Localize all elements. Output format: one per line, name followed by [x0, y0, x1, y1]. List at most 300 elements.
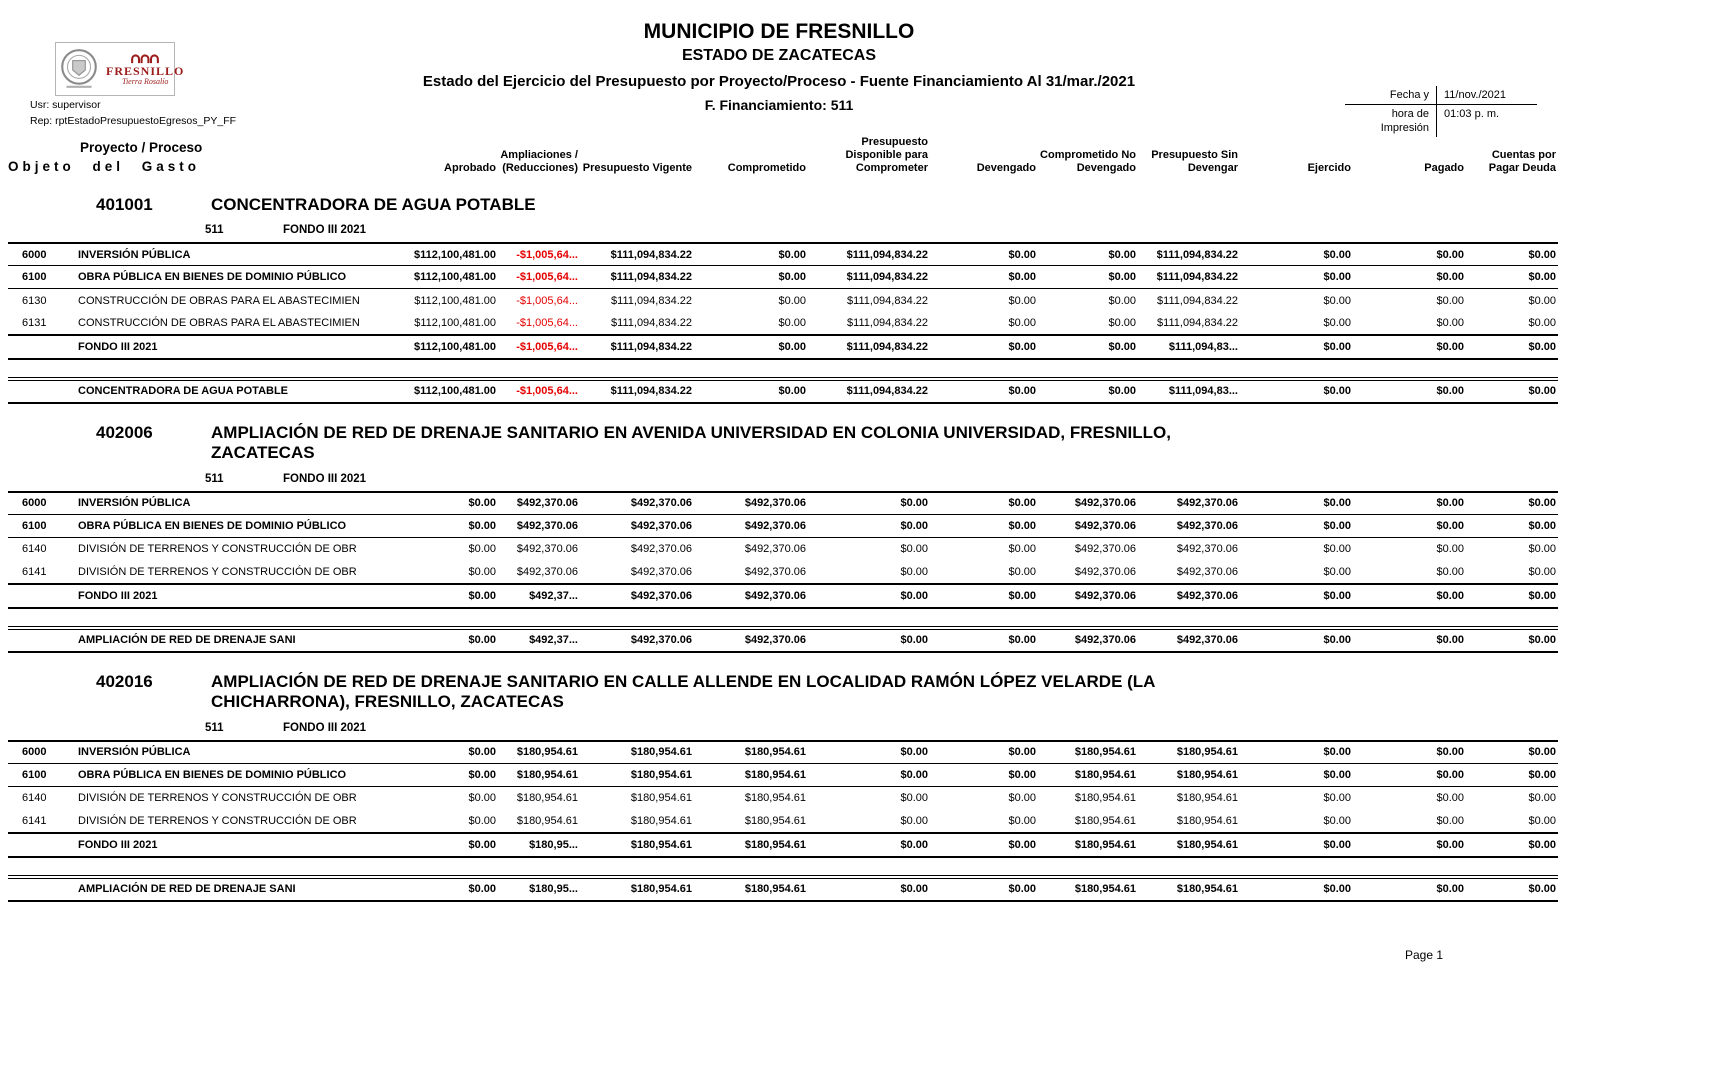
section-header	[8, 407, 1558, 466]
subtotal-label: FONDO III 2021	[78, 833, 388, 857]
column-header-devengado: Devengado	[976, 162, 1036, 175]
amount-cell: $180,954.61	[1038, 764, 1138, 787]
amount-cell: $0.00	[1466, 515, 1558, 538]
fund-subtotal-row	[8, 833, 1558, 857]
empty-cell	[8, 379, 78, 403]
amount-cell: $111,094,834.22	[1157, 316, 1238, 329]
section-header	[8, 179, 1558, 217]
amount-cell: $0.00	[1466, 492, 1558, 515]
amount-cell: $0.00	[1323, 316, 1351, 329]
amount-cell: $0.00	[388, 764, 498, 787]
amount-cell: $0.00	[1240, 266, 1353, 289]
row-label: INVERSIÓN PÚBLICA	[78, 243, 388, 266]
budget-row	[8, 266, 1558, 289]
amount-cell: $492,370.06	[1138, 492, 1240, 515]
amount-cell: $180,954.61	[1038, 833, 1138, 857]
amount-cell: $180,954.61	[1074, 814, 1136, 827]
section-title: CONCENTRADORA DE AGUA POTABLE	[211, 194, 536, 214]
amount-cell: $492,370.06	[630, 543, 692, 556]
amount-cell: $0.00	[1353, 764, 1466, 787]
project-total-row	[8, 877, 1558, 901]
column-header-disponible: Presupuesto Disponible para Comprometer	[845, 136, 928, 175]
amount-cell: $0.00	[900, 565, 928, 578]
project-total-row	[8, 628, 1558, 652]
amount-cell: $492,370.06	[1038, 492, 1138, 515]
report-id-label: Rep: rptEstadoPresupuestoEgresos_PY_FF	[30, 115, 237, 127]
amount-cell: $111,094,834.22	[808, 266, 930, 289]
amount-cell: $180,954.61	[694, 764, 808, 787]
budget-row	[8, 561, 1558, 584]
amount-cell: $0.00	[1108, 294, 1136, 307]
amount-cell: $492,370.06	[1074, 565, 1136, 578]
amount-cell: $0.00	[1240, 335, 1353, 359]
empty-cell	[8, 833, 78, 857]
amount-cell: $492,370.06	[498, 492, 580, 515]
amount-cell: $0.00	[1038, 243, 1138, 266]
amount-cell: $0.00	[1436, 792, 1464, 805]
amount-cell: $180,954.61	[498, 764, 580, 787]
amount-cell: $0.00	[930, 833, 1038, 857]
amount-cell: $0.00	[1466, 741, 1558, 764]
amount-cell: $0.00	[930, 741, 1038, 764]
amount-cell: $492,370.06	[1176, 565, 1238, 578]
amount-cell: $0.00	[1323, 543, 1351, 556]
amount-cell: $180,954.61	[630, 792, 692, 805]
subtotal-label: FONDO III 2021	[78, 584, 388, 608]
section-code: 402016	[96, 671, 153, 691]
report-body	[8, 179, 1558, 905]
row-code: 6000	[8, 741, 78, 764]
amount-cell: $0.00	[468, 543, 496, 556]
amount-cell: $0.00	[1353, 379, 1466, 403]
amount-cell: $111,094,834.22	[847, 316, 928, 329]
fund-name: FONDO III 2021	[283, 472, 367, 485]
row-label: OBRA PÚBLICA EN BIENES DE DOMINIO PÚBLICO	[78, 266, 388, 289]
amount-cell: $111,094,834.22	[580, 379, 694, 403]
amount-cell: $180,954.61	[1138, 741, 1240, 764]
amount-cell: $0.00	[1240, 515, 1353, 538]
amount-cell: $0.00	[930, 243, 1038, 266]
amount-cell: $0.00	[694, 379, 808, 403]
amount-cell: $180,954.61	[1176, 814, 1238, 827]
amount-cell: $492,370.06	[1038, 628, 1138, 652]
amount-cell: $0.00	[1008, 565, 1036, 578]
print-time-value: 01:03 p. m.	[1444, 108, 1500, 120]
row-code: 6130	[22, 294, 47, 307]
amount-cell: $0.00	[1008, 543, 1036, 556]
amount-cell: $0.00	[1436, 316, 1464, 329]
amount-cell: $0.00	[1240, 492, 1353, 515]
amount-cell: $0.00	[1466, 877, 1558, 901]
amount-cell: $492,370.06	[1138, 584, 1240, 608]
empty-cell	[8, 628, 78, 652]
amount-cell: $0.00	[1353, 515, 1466, 538]
amount-cell: $111,094,83...	[1138, 379, 1240, 403]
amount-cell: $492,37...	[498, 628, 580, 652]
amount-cell: $0.00	[808, 628, 930, 652]
section-gap	[8, 901, 1558, 905]
amount-cell: $0.00	[694, 266, 808, 289]
amount-cell: $111,094,834.22	[1138, 266, 1240, 289]
amount-cell: $0.00	[1353, 492, 1466, 515]
total-label: CONCENTRADORA DE AGUA POTABLE	[78, 379, 388, 403]
amount-cell: $0.00	[388, 515, 498, 538]
row-label: OBRA PÚBLICA EN BIENES DE DOMINIO PÚBLICO	[78, 764, 388, 787]
amount-cell: $180,954.61	[516, 792, 578, 805]
budget-row	[8, 810, 1558, 833]
budget-row	[8, 243, 1558, 266]
amount-cell: $0.00	[388, 492, 498, 515]
amount-cell: -$1,005,64...	[498, 266, 580, 289]
amount-cell: $0.00	[1240, 764, 1353, 787]
amount-cell: $112,100,481.00	[388, 243, 498, 266]
amount-cell: $111,094,834.22	[808, 335, 930, 359]
amount-cell: $0.00	[468, 565, 496, 578]
amount-cell: $0.00	[1528, 792, 1556, 805]
amount-cell: $0.00	[1353, 628, 1466, 652]
row-label: OBRA PÚBLICA EN BIENES DE DOMINIO PÚBLICO	[78, 515, 388, 538]
amount-cell: $0.00	[388, 628, 498, 652]
amount-cell: $0.00	[930, 628, 1038, 652]
amount-cell: $0.00	[1240, 628, 1353, 652]
amount-cell: $0.00	[930, 877, 1038, 901]
print-info	[1345, 86, 1537, 137]
row-code: 6140	[22, 543, 47, 556]
amount-cell: $180,954.61	[1038, 877, 1138, 901]
amount-cell: $492,370.06	[1176, 543, 1238, 556]
section-header	[8, 656, 1558, 715]
amount-cell: $0.00	[1528, 316, 1556, 329]
amount-cell: $180,954.61	[694, 833, 808, 857]
amount-cell: $180,95...	[498, 833, 580, 857]
amount-cell: $492,370.06	[498, 515, 580, 538]
row-code: 6100	[8, 515, 78, 538]
amount-cell: $492,370.06	[694, 584, 808, 608]
amount-cell: $0.00	[1353, 833, 1466, 857]
amount-cell: $0.00	[388, 584, 498, 608]
row-code: 6100	[8, 266, 78, 289]
column-header-ampliaciones: Ampliaciones / (Reducciones)	[500, 149, 578, 175]
amount-cell: $0.00	[900, 792, 928, 805]
fund-name: FONDO III 2021	[283, 721, 367, 734]
column-header-objeto: Objeto del Gasto	[8, 159, 201, 175]
amount-cell: $180,954.61	[744, 792, 806, 805]
amount-cell: $492,370.06	[580, 584, 694, 608]
row-code: 6100	[8, 764, 78, 787]
page-number: Page 1	[1405, 948, 1444, 962]
amount-cell: $111,094,834.22	[611, 294, 692, 307]
amount-cell: $492,370.06	[580, 492, 694, 515]
state-title: ESTADO DE ZACATECAS	[681, 47, 877, 64]
financing-title: F. Financiamiento: 511	[704, 97, 854, 113]
amount-cell: $492,370.06	[694, 492, 808, 515]
amount-cell: $0.00	[1528, 565, 1556, 578]
amount-cell: $180,954.61	[580, 877, 694, 901]
budget-row	[8, 764, 1558, 787]
column-header-presupuesto-vigente: Presupuesto Vigente	[582, 162, 692, 175]
amount-cell: $180,954.61	[694, 877, 808, 901]
amount-cell: $0.00	[1323, 565, 1351, 578]
row-label: DIVISIÓN DE TERRENOS Y CONSTRUCCIÓN DE OBR	[78, 543, 357, 556]
amount-cell: $180,954.61	[580, 833, 694, 857]
amount-cell: $111,094,834.22	[580, 243, 694, 266]
amount-cell: $0.00	[468, 814, 496, 827]
empty-cell	[8, 335, 78, 359]
section-title: AMPLIACIÓN DE RED DE DRENAJE SANITARIO EN CALLE ALLENDE EN LOCALIDAD RAMÓN LÓPEZ VELARDE (LA CHICHARRONA), FRESNILLO, ZACATECAS	[211, 671, 1155, 712]
amount-cell: $0.00	[1353, 877, 1466, 901]
row-code: 6141	[22, 814, 47, 827]
fresnillo-tagline: Tierra Rosalío	[121, 77, 169, 86]
amount-cell: $0.00	[1466, 833, 1558, 857]
spacer-row	[8, 608, 1558, 628]
amount-cell: $0.00	[1353, 266, 1466, 289]
amount-cell: $180,954.61	[516, 814, 578, 827]
amount-cell: $492,370.06	[744, 543, 806, 556]
amount-cell: $0.00	[1323, 792, 1351, 805]
amount-cell: $0.00	[1323, 814, 1351, 827]
amount-cell: $0.00	[930, 335, 1038, 359]
report-header	[0, 0, 1713, 132]
column-header-sin-devengar: Presupuesto Sin Devengar	[1151, 149, 1238, 175]
amount-cell: $492,370.06	[694, 515, 808, 538]
municipality-title: MUNICIPIO DE FRESNILLO	[643, 20, 915, 43]
spacer-row	[8, 857, 1558, 877]
amount-cell: $180,954.61	[580, 741, 694, 764]
amount-cell: $180,954.61	[630, 814, 692, 827]
amount-cell: $0.00	[1323, 294, 1351, 307]
amount-cell: -$1,005,64...	[516, 294, 578, 307]
amount-cell: $111,094,834.22	[847, 294, 928, 307]
amount-cell: $112,100,481.00	[388, 335, 498, 359]
print-time-label: hora de Impresión	[1345, 105, 1437, 137]
column-header-comprometido: Comprometido	[727, 162, 806, 175]
amount-cell: $0.00	[1528, 543, 1556, 556]
fund-code: 511	[205, 223, 224, 236]
amount-cell: $0.00	[1353, 335, 1466, 359]
amount-cell: $0.00	[930, 515, 1038, 538]
amount-cell: $492,370.06	[694, 628, 808, 652]
row-label: DIVISIÓN DE TERRENOS Y CONSTRUCCIÓN DE OBR	[78, 792, 357, 805]
amount-cell: -$1,005,64...	[498, 335, 580, 359]
amount-cell: $111,094,834.22	[1157, 294, 1238, 307]
amount-cell: $0.00	[1466, 335, 1558, 359]
amount-cell: $492,370.06	[1138, 628, 1240, 652]
amount-cell: -$1,005,64...	[516, 316, 578, 329]
budget-row	[8, 289, 1558, 312]
amount-cell: $0.00	[930, 764, 1038, 787]
row-code: 6000	[8, 243, 78, 266]
amount-cell: $180,954.61	[1138, 877, 1240, 901]
amount-cell: $0.00	[1436, 294, 1464, 307]
amount-cell: $0.00	[778, 294, 806, 307]
amount-cell: $111,094,834.22	[808, 379, 930, 403]
empty-cell	[8, 877, 78, 901]
amount-cell: $492,370.06	[580, 515, 694, 538]
row-code: 6131	[22, 316, 47, 329]
row-label: CONSTRUCCIÓN DE OBRAS PARA EL ABASTECIMIEN	[78, 316, 360, 329]
amount-cell: $0.00	[1240, 584, 1353, 608]
amount-cell: $180,95...	[498, 877, 580, 901]
fund-subtotal-row	[8, 335, 1558, 359]
budget-row	[8, 515, 1558, 538]
amount-cell: $112,100,481.00	[414, 294, 496, 307]
budget-table	[8, 136, 1558, 905]
amount-cell: $0.00	[1353, 243, 1466, 266]
amount-cell: $112,100,481.00	[388, 379, 498, 403]
amount-cell: $0.00	[808, 877, 930, 901]
row-label: CONSTRUCCIÓN DE OBRAS PARA EL ABASTECIMIEN	[78, 294, 360, 307]
row-label: DIVISIÓN DE TERRENOS Y CONSTRUCCIÓN DE OBR	[78, 565, 357, 578]
section-code: 401001	[96, 194, 153, 214]
amount-cell: $0.00	[808, 492, 930, 515]
amount-cell: $0.00	[1528, 814, 1556, 827]
amount-cell: $492,370.06	[1138, 515, 1240, 538]
amount-cell: $180,954.61	[580, 764, 694, 787]
user-label: Usr: supervisor	[30, 99, 101, 111]
amount-cell: $0.00	[1008, 294, 1036, 307]
amount-cell: $0.00	[808, 515, 930, 538]
amount-cell: $180,954.61	[1176, 792, 1238, 805]
amount-cell: $0.00	[930, 492, 1038, 515]
amount-cell: $0.00	[1436, 565, 1464, 578]
column-header-cuentas-por-pagar: Cuentas por Pagar Deuda	[1488, 149, 1556, 175]
amount-cell: $0.00	[1240, 243, 1353, 266]
amount-cell: $0.00	[1108, 316, 1136, 329]
amount-cell: $492,370.06	[1074, 543, 1136, 556]
amount-cell: -$1,005,64...	[498, 243, 580, 266]
amount-cell: $492,370.06	[516, 565, 578, 578]
row-label: DIVISIÓN DE TERRENOS Y CONSTRUCCIÓN DE OBR	[78, 814, 357, 827]
amount-cell: $180,954.61	[1038, 741, 1138, 764]
print-date-label: Fecha y	[1345, 86, 1437, 105]
fund-code: 511	[205, 721, 224, 734]
amount-cell: $0.00	[1008, 814, 1036, 827]
amount-cell: $111,094,834.22	[580, 266, 694, 289]
amount-cell: $112,100,481.00	[388, 266, 498, 289]
print-date-value: 11/nov./2021	[1437, 86, 1537, 105]
empty-cell	[8, 584, 78, 608]
row-code: 6000	[8, 492, 78, 515]
amount-cell: $111,094,834.22	[580, 335, 694, 359]
budget-row	[8, 787, 1558, 810]
amount-cell: $0.00	[930, 266, 1038, 289]
amount-cell: $0.00	[900, 814, 928, 827]
amount-cell: $0.00	[1038, 379, 1138, 403]
amount-cell: $492,370.06	[744, 565, 806, 578]
amount-cell: $0.00	[468, 792, 496, 805]
section-code: 402006	[96, 422, 153, 442]
amount-cell: $180,954.61	[1074, 792, 1136, 805]
column-header-proyecto: Proyecto / Proceso	[80, 140, 203, 156]
amount-cell: $492,370.06	[1038, 515, 1138, 538]
amount-cell: $0.00	[388, 833, 498, 857]
budget-row	[8, 741, 1558, 764]
amount-cell: $0.00	[1528, 294, 1556, 307]
amount-cell: $0.00	[1466, 266, 1558, 289]
amount-cell: $0.00	[808, 833, 930, 857]
amount-cell: $0.00	[930, 584, 1038, 608]
amount-cell: $0.00	[388, 741, 498, 764]
total-label: AMPLIACIÓN DE RED DE DRENAJE SANI	[78, 628, 388, 652]
fund-row	[8, 715, 1558, 741]
amount-cell: $0.00	[1240, 741, 1353, 764]
amount-cell: $492,370.06	[516, 543, 578, 556]
section-title: AMPLIACIÓN DE RED DE DRENAJE SANITARIO EN AVENIDA UNIVERSIDAD EN COLONIA UNIVERSIDAD, FRESNILLO, ZACATECAS	[211, 422, 1171, 463]
column-header-row	[8, 136, 1558, 179]
row-code: 6140	[22, 792, 47, 805]
row-code: 6141	[22, 565, 47, 578]
amount-cell: $0.00	[1008, 792, 1036, 805]
amount-cell: $0.00	[1466, 628, 1558, 652]
amount-cell: $0.00	[388, 877, 498, 901]
amount-cell: $0.00	[1466, 764, 1558, 787]
subtotal-label: FONDO III 2021	[78, 335, 388, 359]
amount-cell: $111,094,83...	[1138, 335, 1240, 359]
amount-cell: $0.00	[1240, 833, 1353, 857]
amount-cell: $111,094,834.22	[611, 316, 692, 329]
fund-row	[8, 466, 1558, 492]
amount-cell: $0.00	[1038, 335, 1138, 359]
column-header-proyecto-objeto	[8, 136, 388, 179]
amount-cell: $0.00	[778, 316, 806, 329]
amount-cell: $0.00	[808, 764, 930, 787]
fund-subtotal-row	[8, 584, 1558, 608]
amount-cell: $0.00	[1466, 243, 1558, 266]
amount-cell: $0.00	[930, 379, 1038, 403]
column-header-aprobado: Aprobado	[444, 162, 496, 175]
amount-cell: $0.00	[694, 335, 808, 359]
amount-cell: $0.00	[1008, 316, 1036, 329]
amount-cell: $0.00	[1038, 266, 1138, 289]
amount-cell: $0.00	[694, 243, 808, 266]
amount-cell: $111,094,834.22	[1138, 243, 1240, 266]
amount-cell: $0.00	[1436, 543, 1464, 556]
fund-name: FONDO III 2021	[283, 223, 367, 236]
amount-cell: $112,100,481.00	[414, 316, 496, 329]
column-header-comprometido-no-devengado: Comprometido No Devengado	[1040, 149, 1136, 175]
amount-cell: $180,954.61	[1138, 833, 1240, 857]
amount-cell: $0.00	[1353, 741, 1466, 764]
row-label: INVERSIÓN PÚBLICA	[78, 492, 388, 515]
amount-cell: $0.00	[900, 543, 928, 556]
spacer-row	[8, 359, 1558, 379]
amount-cell: $111,094,834.22	[808, 243, 930, 266]
amount-cell: $0.00	[1436, 814, 1464, 827]
report-title: Estado del Ejercicio del Presupuesto por Proyecto/Proceso - Fuente Financiamiento Al 31/mar./2021	[422, 73, 1136, 90]
amount-cell: $492,370.06	[1038, 584, 1138, 608]
amount-cell: $0.00	[1466, 584, 1558, 608]
budget-row	[8, 538, 1558, 561]
amount-cell: $180,954.61	[498, 741, 580, 764]
amount-cell: -$1,005,64...	[498, 379, 580, 403]
amount-cell: $0.00	[808, 584, 930, 608]
row-label: INVERSIÓN PÚBLICA	[78, 741, 388, 764]
column-header-ejercido: Ejercido	[1307, 162, 1351, 175]
table-header	[8, 136, 1558, 179]
amount-cell: $492,37...	[498, 584, 580, 608]
fund-row	[8, 217, 1558, 243]
budget-row	[8, 312, 1558, 335]
fund-code: 511	[205, 472, 224, 485]
amount-cell: $0.00	[1353, 584, 1466, 608]
amount-cell: $0.00	[1240, 379, 1353, 403]
total-label: AMPLIACIÓN DE RED DE DRENAJE SANI	[78, 877, 388, 901]
budget-row	[8, 492, 1558, 515]
amount-cell: $0.00	[808, 741, 930, 764]
amount-cell: $492,370.06	[580, 628, 694, 652]
amount-cell: $492,370.06	[630, 565, 692, 578]
amount-cell: $0.00	[1240, 877, 1353, 901]
